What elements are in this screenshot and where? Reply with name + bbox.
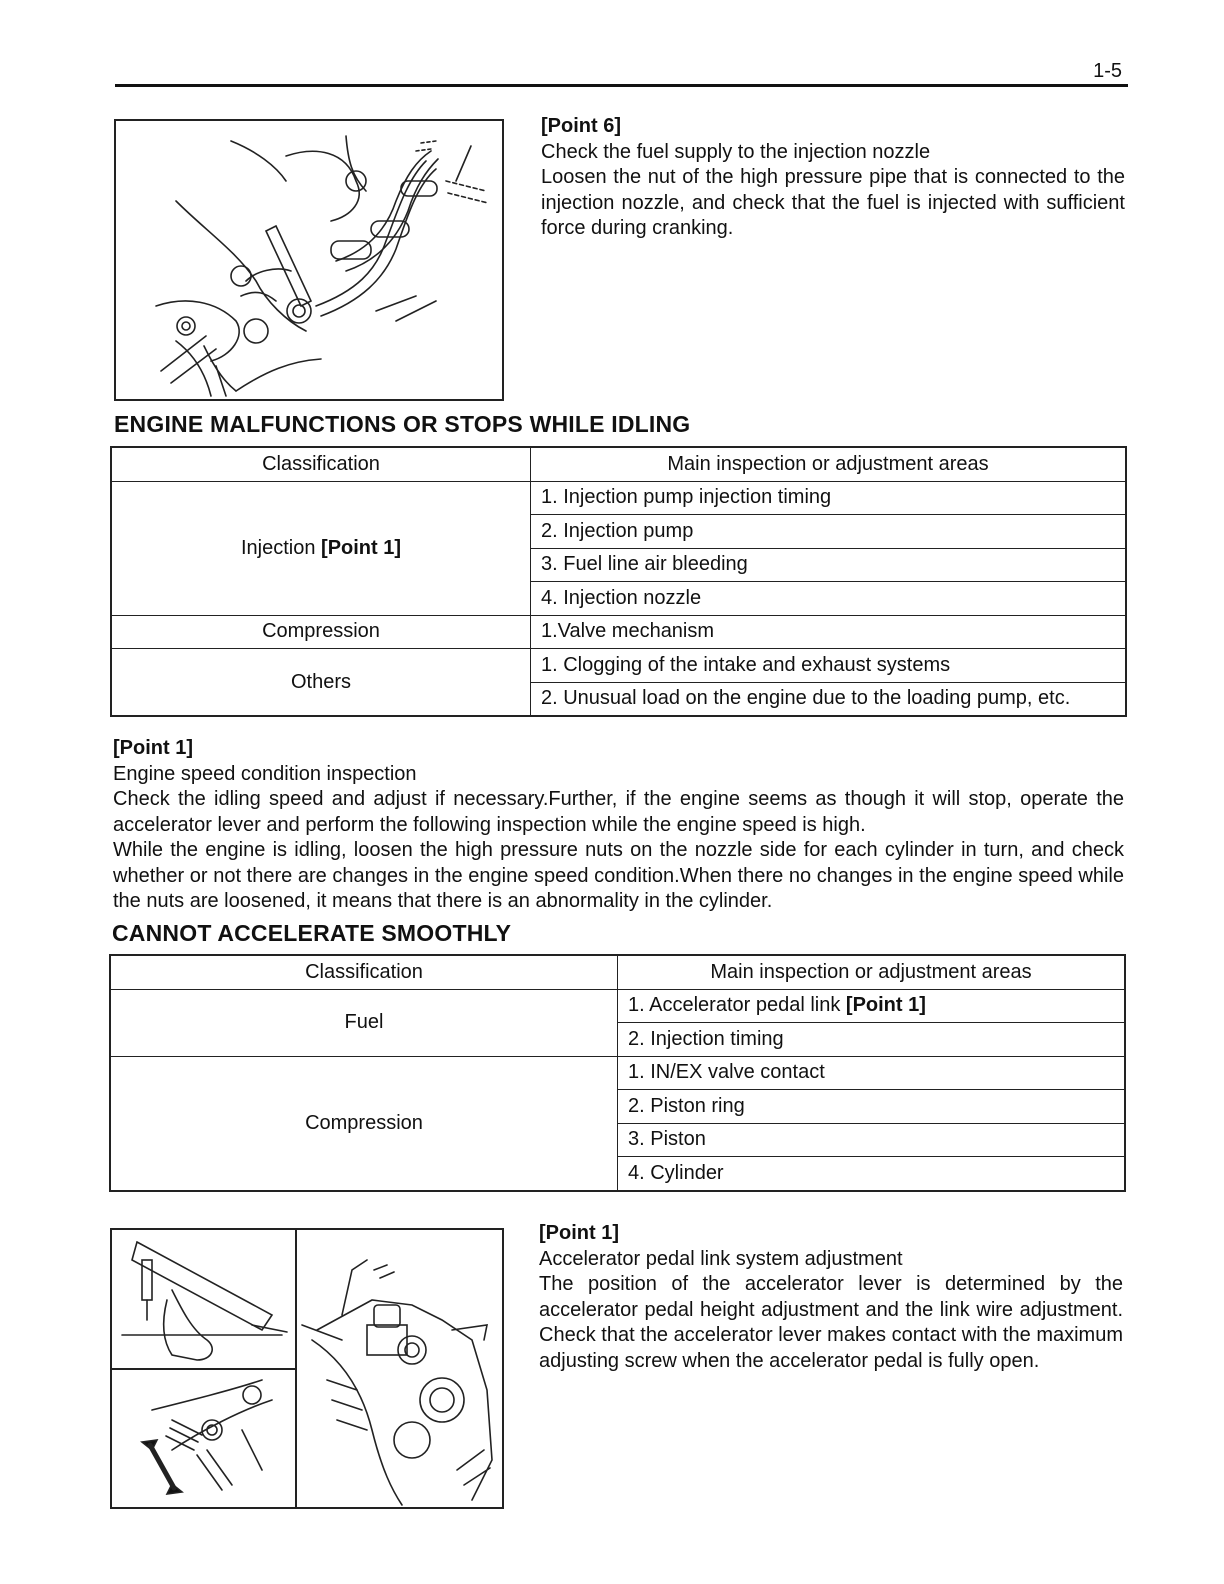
page-number: 1-5 bbox=[1093, 60, 1122, 82]
header-rule bbox=[115, 84, 1128, 87]
injection-nozzle-illustration bbox=[114, 119, 504, 401]
point1-body-1: Check the idling speed and adjust if necessary.Further, if the engine seems as though it will stop, operate the accelerator lever and perform the following inspection while the engine speed is high. bbox=[113, 788, 1124, 836]
header-classification: Classification bbox=[111, 956, 618, 990]
inspection-item bbox=[618, 989, 1125, 1023]
point1-subtitle: Engine speed condition inspection bbox=[113, 762, 417, 785]
classification-compression: Compression bbox=[112, 615, 531, 649]
inspection-item: 1. IN/EX valve contact bbox=[618, 1056, 1125, 1090]
point1b-heading: [Point 1] bbox=[539, 1222, 619, 1244]
inspection-item: 2. Injection pump bbox=[531, 515, 1126, 549]
accelerator-linkage-illustration bbox=[110, 1228, 504, 1509]
inspection-item: 4. Injection nozzle bbox=[531, 582, 1126, 616]
table-header-row bbox=[111, 956, 1125, 990]
header-inspection-areas: Main inspection or adjustment areas bbox=[531, 448, 1126, 482]
classification-fuel: Fuel bbox=[111, 989, 618, 1056]
point1-heading: [Point 1] bbox=[113, 737, 193, 759]
table-row bbox=[111, 1056, 1125, 1090]
table-header-row bbox=[112, 448, 1126, 482]
point-reference: [Point 1] bbox=[845, 994, 926, 1017]
table-row bbox=[111, 989, 1125, 1023]
point6-block bbox=[541, 114, 1125, 242]
inspection-item: 1. Clogging of the intake and exhaust systems bbox=[531, 649, 1126, 683]
header-inspection-areas: Main inspection or adjustment areas bbox=[618, 956, 1125, 990]
point1-body-2: While the engine is idling, loosen the high pressure nuts on the nozzle side for each cylinder in turn, and check whether or not there are changes in the engine speed condition.When there no changes in the engine speed while the nuts are loosened, it means that there is an abnormality in the cylinder. bbox=[113, 839, 1124, 912]
point1b-block bbox=[539, 1221, 1123, 1374]
classification-others: Others bbox=[112, 649, 531, 716]
point1-block bbox=[113, 736, 1124, 915]
table-row bbox=[112, 481, 1126, 515]
inspection-item: 1.Valve mechanism bbox=[531, 615, 1126, 649]
inspection-item: 3. Piston bbox=[618, 1123, 1125, 1157]
classification-label: Injection bbox=[240, 536, 322, 559]
acceleration-inspection-table bbox=[110, 955, 1125, 1191]
classification-injection bbox=[112, 481, 531, 615]
idling-inspection-table bbox=[111, 447, 1126, 716]
table-row bbox=[112, 615, 1126, 649]
inspection-item: 4. Cylinder bbox=[618, 1157, 1125, 1191]
inspection-item: 1. Injection pump injection timing bbox=[531, 481, 1126, 515]
inspection-item: 2. Unusual load on the engine due to the loading pump, etc. bbox=[531, 682, 1126, 716]
injection-nozzle-drawing bbox=[116, 121, 502, 399]
inspection-item: 2. Injection timing bbox=[618, 1023, 1125, 1057]
section2-title: CANNOT ACCELERATE SMOOTHLY bbox=[112, 920, 512, 946]
classification-compression: Compression bbox=[111, 1056, 618, 1190]
header-classification: Classification bbox=[112, 448, 531, 482]
point1b-body: The position of the accelerator lever is determined by the accelerator pedal height adjustment and the link wire adjustment. Check that the accelerator lever makes contact with the maximum adjusting screw when the accelerator pedal is fully open. bbox=[539, 1273, 1123, 1372]
accelerator-linkage-drawing bbox=[112, 1230, 502, 1507]
point6-heading: [Point 6] bbox=[541, 115, 621, 137]
inspection-item: 3. Fuel line air bleeding bbox=[531, 548, 1126, 582]
point6-subtitle: Check the fuel supply to the injection nozzle bbox=[541, 140, 931, 163]
inspection-item: 2. Piston ring bbox=[618, 1090, 1125, 1124]
inspection-item-text: 1. Accelerator pedal link bbox=[628, 994, 846, 1017]
table-row bbox=[112, 649, 1126, 683]
point6-body: Loosen the nut of the high pressure pipe that is connected to the injection nozzle, and check that the fuel is injected with sufficient force during cranking. bbox=[541, 166, 1125, 239]
section1-title: ENGINE MALFUNCTIONS OR STOPS WHILE IDLING bbox=[114, 411, 691, 437]
point1b-subtitle: Accelerator pedal link system adjustment bbox=[539, 1247, 903, 1270]
point-reference: [Point 1] bbox=[321, 536, 402, 559]
